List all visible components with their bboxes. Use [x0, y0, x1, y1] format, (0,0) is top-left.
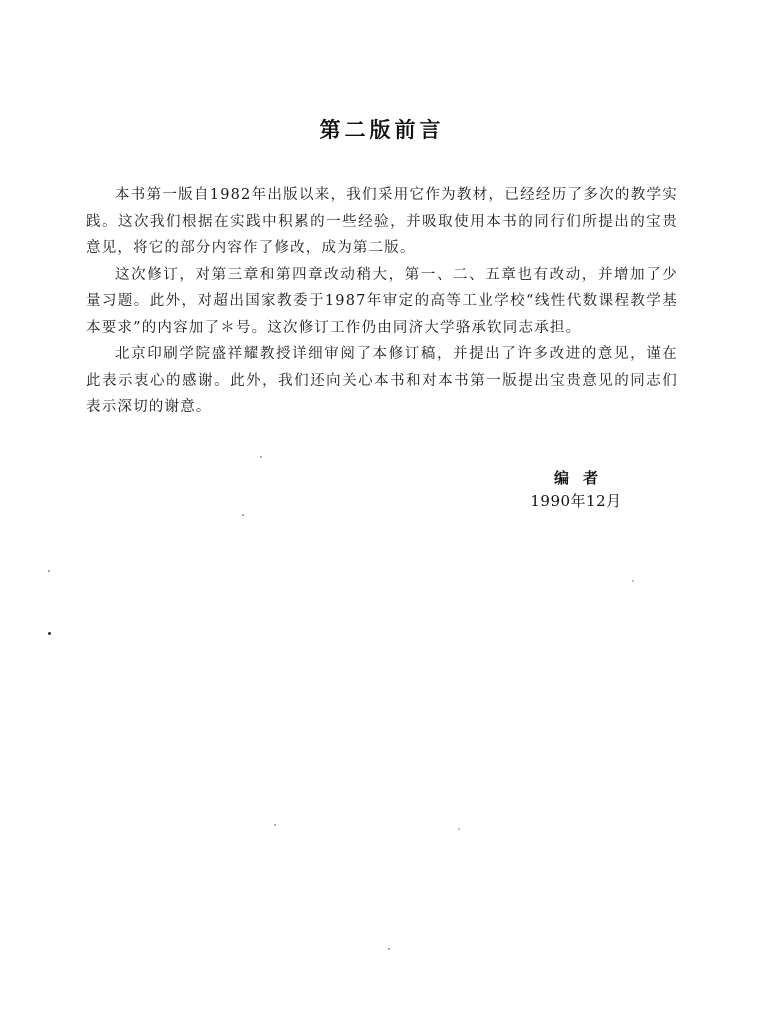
scan-speck [274, 824, 276, 826]
paragraph-3: 北京印刷学院盛祥耀教授详细审阅了本修订稿，并提出了许多改进的意见，谨在此表示衷心的感谢。此外，我们还向关心本书和对本书第一版提出宝贵意见的同志们表示深切的谢意。 [86, 346, 678, 415]
paragraph-1: 本书第一版自1982年出版以来，我们采用它作为教材，已经经历了多次的教学实践。这次我们根据在实践中积累的一些经验，并吸取使用本书的同行们所提出的宝贵意见，将它的部分内容作了修改，成为第二版。 [86, 187, 678, 256]
signature-date: 1990年12月 [530, 492, 622, 510]
scan-speck [260, 456, 262, 458]
scan-speck [632, 580, 634, 582]
scan-speck [242, 514, 244, 516]
page-title: 第二版前言 [319, 118, 445, 142]
scan-speck [48, 570, 50, 572]
scan-speck [458, 828, 460, 830]
scan-speck [48, 632, 51, 635]
signature-editor: 编者 [553, 469, 612, 487]
scan-speck [388, 948, 390, 950]
preface-body [86, 182, 678, 421]
paragraph-2: 这次修订，对第三章和第四章改动稍大，第一、二、五章也有改动，并增加了少量习题。此外，对超出国家教委于1987年审定的高等工业学校“线性代数课程教学基本要求”的内容加了＊号。这次修订工作仍由同济大学骆承钦同志承担。 [86, 266, 678, 336]
